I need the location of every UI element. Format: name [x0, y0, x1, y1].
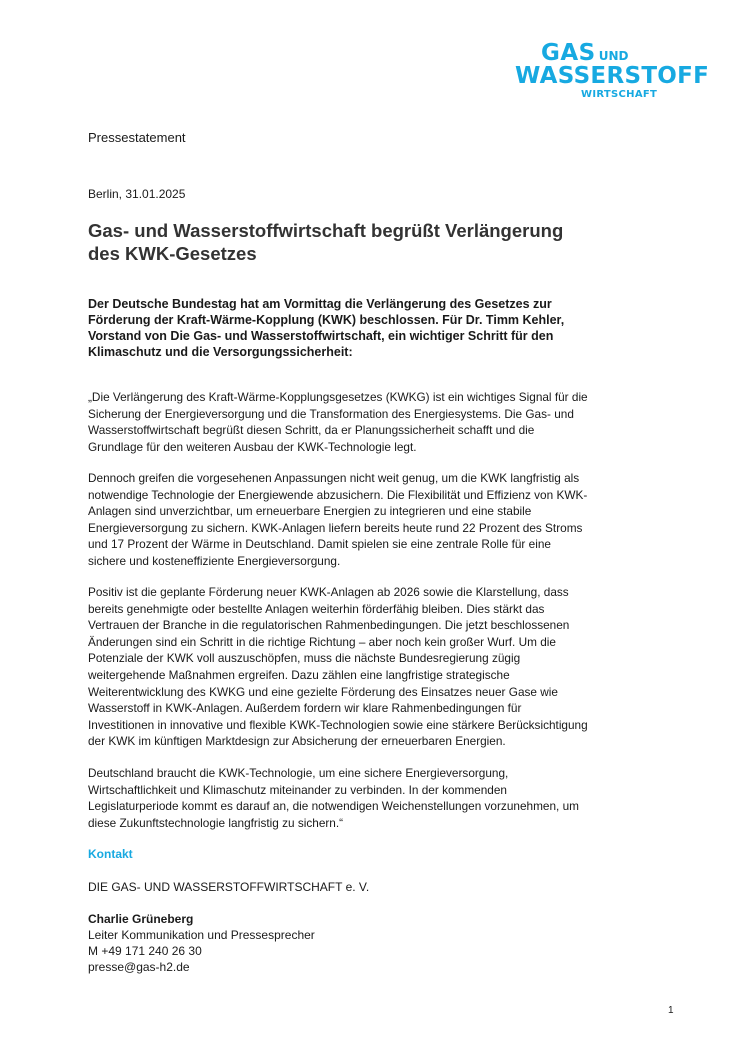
press-date: Berlin, 31.01.2025: [88, 187, 186, 201]
document-type: Pressestatement: [88, 130, 186, 145]
page-title: Gas- und Wasserstoffwirtschaft begrüßt Verlängerung des KWK-Gesetzes: [88, 220, 564, 264]
contact-email-link[interactable]: presse@gas-h2.de: [88, 960, 190, 974]
logo-und-text: UND: [598, 49, 629, 63]
logo-line-wirtschaft: WIRTSCHAFT: [581, 89, 658, 100]
contact-name: Charlie Grüneberg: [88, 912, 194, 926]
contact-organization: DIE GAS- UND WASSERSTOFFWIRTSCHAFT e. V.: [88, 880, 370, 894]
body-paragraph-4: Deutschland braucht die KWK-Technologie, um eine sichere Energieversorgung, Wirtschaftlichkeit und Klimaschutz miteinander zu verbinden. In der kommenden Legislaturperiode kommt es darauf an, die notwendigen Weichenstellungen vorzunehmen, um diese Zukunftstechnologie langfristig zu sichern.“: [88, 766, 579, 830]
lead-paragraph: Der Deutsche Bundestag hat am Vormittag die Verlängerung des Gesetzes zur Förderung der Kraft-Wärme-Kopplung (KWK) beschlossen. Für Dr. Timm Kehler, Vorstand von Die Gas- und Wasserstoffwirtschaft, ein wichtiger Schritt für den Klimaschutz und die Versorgungssicherheit:: [88, 297, 565, 359]
contact-role: Leiter Kommunikation und Pressesprecher: [88, 928, 315, 942]
body-paragraph-2: Dennoch greifen die vorgesehenen Anpassungen nicht weit genug, um die KWK langfristig als notwendige Technologie der Energiewende abzusichern. Die Flexibilität und Effizienz von KWK-Anlagen sind unverzichtbar, um erneuerbare Energien zu integrieren und eine stabile Energieversorgung zu sichern. KWK-Anlagen liefern bereits heute rund 22 Prozent des Stroms und 17 Prozent der Wärme in Deutschland. Damit spielen sie eine zentrale Rolle für eine sichere und kosteneffiziente Energieversorgung.: [88, 471, 588, 568]
body-paragraph-3: Positiv ist die geplante Förderung neuer KWK-Anlagen ab 2026 sowie die Klarstellung, dass bereits genehmigte oder bestellte Anlagen weiterhin förderfähig bleiben. Dies stärkt das Vertrauen der Branche in die regulatorischen Rahmenbedingungen. Die jetzt beschlossenen Änderungen sind ein Schritt in die richtige Richtung – aber noch kein großer Wurf. Um die Potenziale der KWK voll auszuschöpfen, muss die nächste Bundesregierung zügig weitergehende Maßnahmen ergreifen. Dazu zählen eine langfristige strategische Weiterentwicklung des KWKG und eine gezielte Förderung des Einsatzes neuer Gase wie Wasserstoff in KWK-Anlagen. Außerdem fordern wir klare Rahmenbedingungen für Investitionen in innovative und flexible KWK-Technologien sowie eine stärkere Berücksichtigung der KWK im künftigen Marktdesign zur Absicherung der erneuerbaren Energien.: [88, 585, 588, 749]
logo-gas-text: GAS: [541, 40, 596, 66]
contact-heading: Kontakt: [88, 847, 133, 861]
contact-phone: M +49 171 240 26 30: [88, 944, 202, 958]
logo: [515, 40, 710, 102]
body-paragraph-1: „Die Verlängerung des Kraft-Wärme-Kopplungsgesetzes (KWKG) ist ein wichtiges Signal für die Sicherung der Energieversorgung und die Transformation des Energiesystems. Die Gas- und Wasserstoffwirtschaft begrüßt diesen Schritt, da er Planungssicherheit schafft und die Grundlage für den weiteren Ausbau der KWK-Technologie legt.: [88, 390, 588, 454]
page-number: 1: [668, 1005, 674, 1016]
logo-line-wasserstoff: WASSERSTOFF: [515, 63, 710, 89]
